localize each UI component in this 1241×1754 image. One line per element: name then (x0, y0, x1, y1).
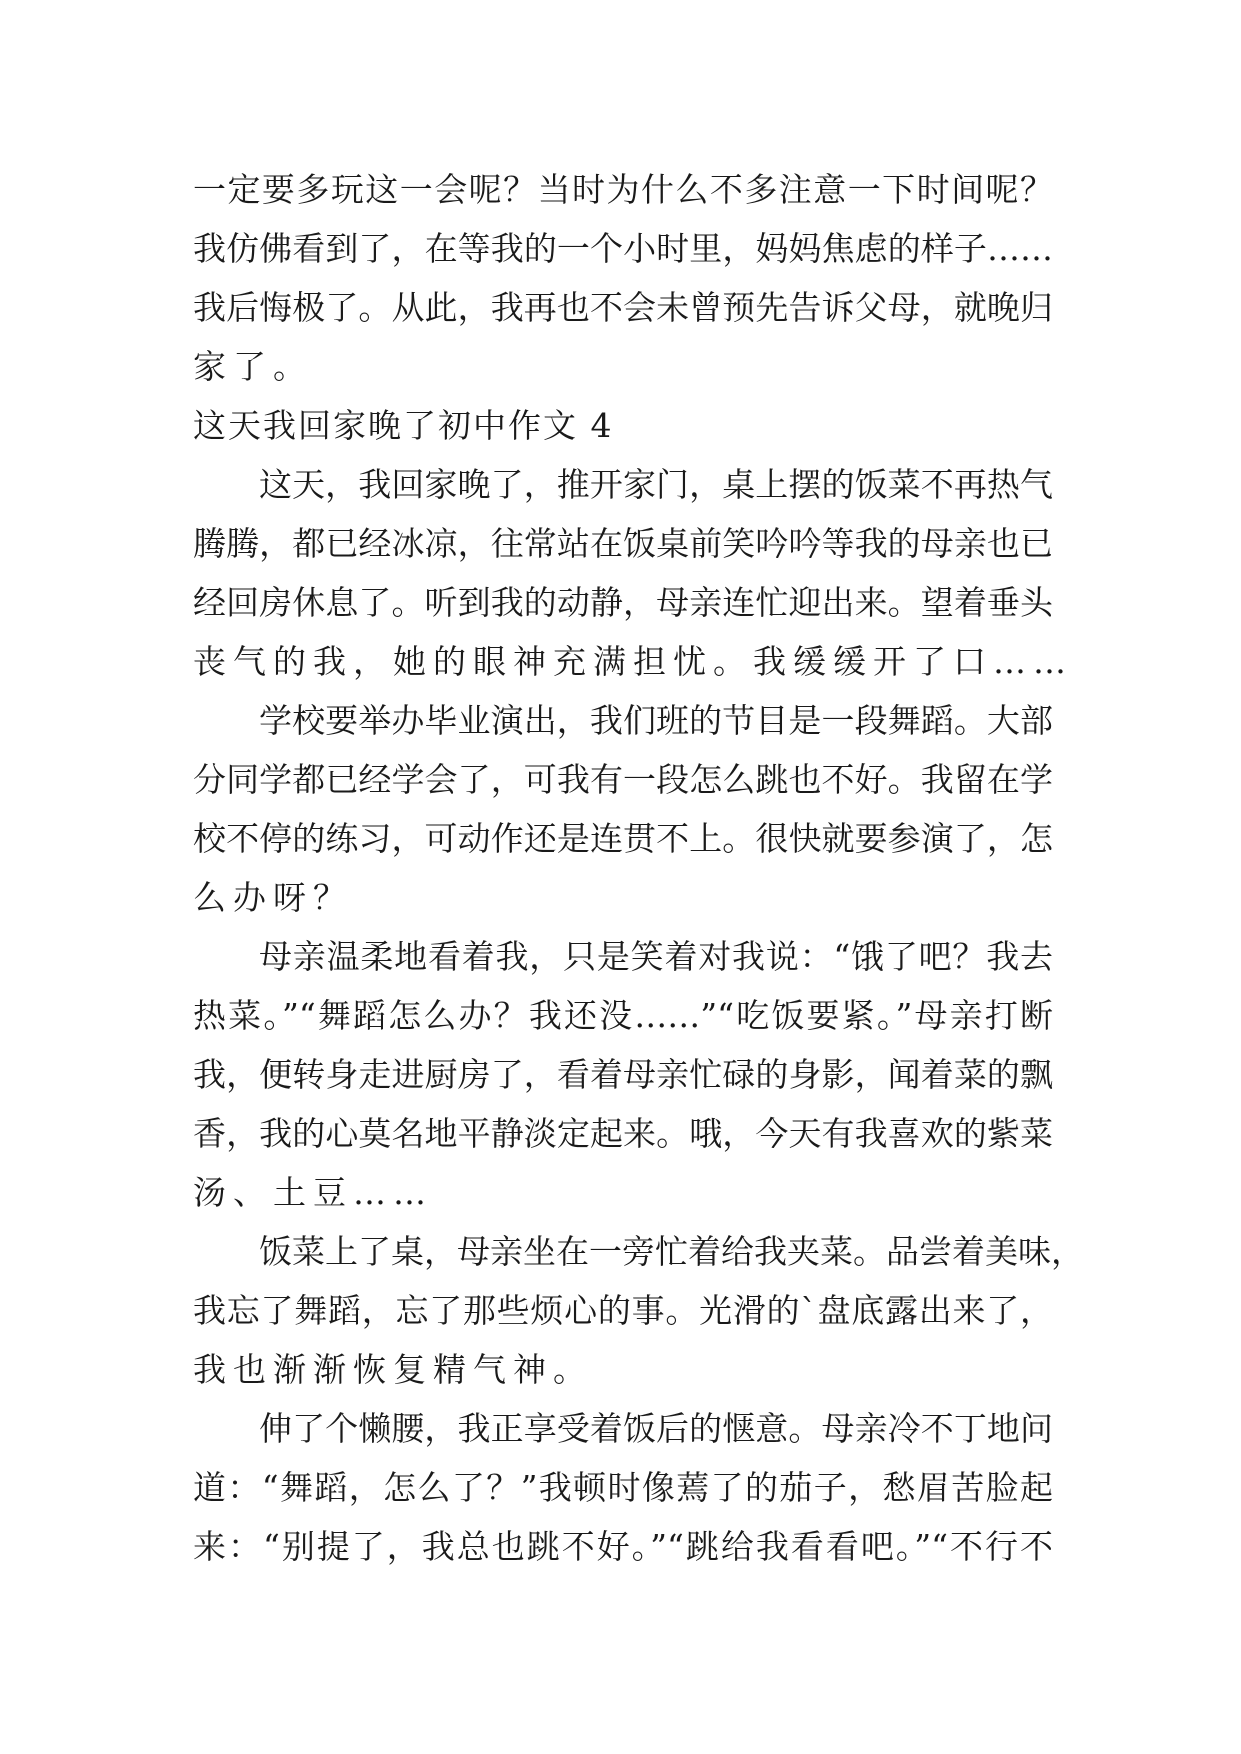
text-line: 学校要举办毕业演出，我们班的节目是一段舞蹈。大部 (259, 701, 1053, 740)
text-line: 经回房休息了。听到我的动静，母亲连忙迎出来。望着垂头 (193, 583, 1053, 622)
text-line: 饭菜上了桌，母亲坐在一旁忙着给我夹菜。品尝着美味， (259, 1232, 1084, 1271)
text-line: 伸了个懒腰，我正享受着饭后的惬意。母亲冷不丁地问 (259, 1409, 1053, 1448)
text-line: 校不停的练习，可动作还是连贯不上。很快就要参演了，怎 (193, 819, 1053, 858)
text-line: 香，我的心莫名地平静淡定起来。哦，今天有我喜欢的紫菜 (193, 1114, 1053, 1153)
text-line: 我也渐渐恢复精气神。 (193, 1350, 593, 1389)
text-line: 这天，我回家晚了，推开家门，桌上摆的饭菜不再热气 (259, 465, 1053, 504)
text-line: 我，便转身走进厨房了，看着母亲忙碌的身影，闻着菜的飘 (193, 1055, 1053, 1094)
text-line: 汤、土豆…… (193, 1173, 433, 1212)
paragraph (193, 691, 1053, 927)
text-line: 母亲温柔地看着我，只是笑着对我说：“饿了吧？我去 (259, 937, 1053, 976)
paragraph (193, 927, 1053, 1222)
text-line: 一定要多玩这一会呢？当时为什么不多注意一下时间呢？ (193, 170, 1053, 209)
paragraph (193, 1399, 1053, 1576)
text-line: 道：“舞蹈，怎么了？”我顿时像蔫了的茄子，愁眉苦脸起 (193, 1468, 1053, 1507)
text-line: 来：“别提了，我总也跳不好。”“跳给我看看吧。”“不行不 (193, 1527, 1053, 1566)
text-line: 我忘了舞蹈，忘了那些烦心的事。光滑的`盘底露出来了， (193, 1291, 1053, 1330)
text-line: 丧气的我，她的眼神充满担忧。我缓缓开了口…… (193, 642, 1073, 681)
document-page (193, 160, 1084, 1576)
text-line: 我仿佛看到了，在等我的一个小时里，妈妈焦虑的样子…… (193, 229, 1053, 268)
section-title: 这天我回家晚了初中作文 4 (193, 406, 614, 445)
text-line: 分同学都已经学会了，可我有一段怎么跳也不好。我留在学 (193, 760, 1053, 799)
paragraph (193, 455, 1073, 691)
text-line: 腾腾，都已经冰凉，往常站在饭桌前笑吟吟等我的母亲也已 (193, 524, 1053, 563)
text-line: 热菜。”“舞蹈怎么办？我还没……”“吃饭要紧。”母亲打断 (193, 996, 1053, 1035)
text-line: 家了。 (193, 347, 313, 386)
paragraph (193, 1222, 1084, 1399)
text-line: 么办呀？ (193, 878, 353, 917)
text-line: 我后悔极了。从此，我再也不会未曾预先告诉父母，就晚归 (193, 288, 1053, 327)
intro-paragraph (193, 160, 1053, 396)
